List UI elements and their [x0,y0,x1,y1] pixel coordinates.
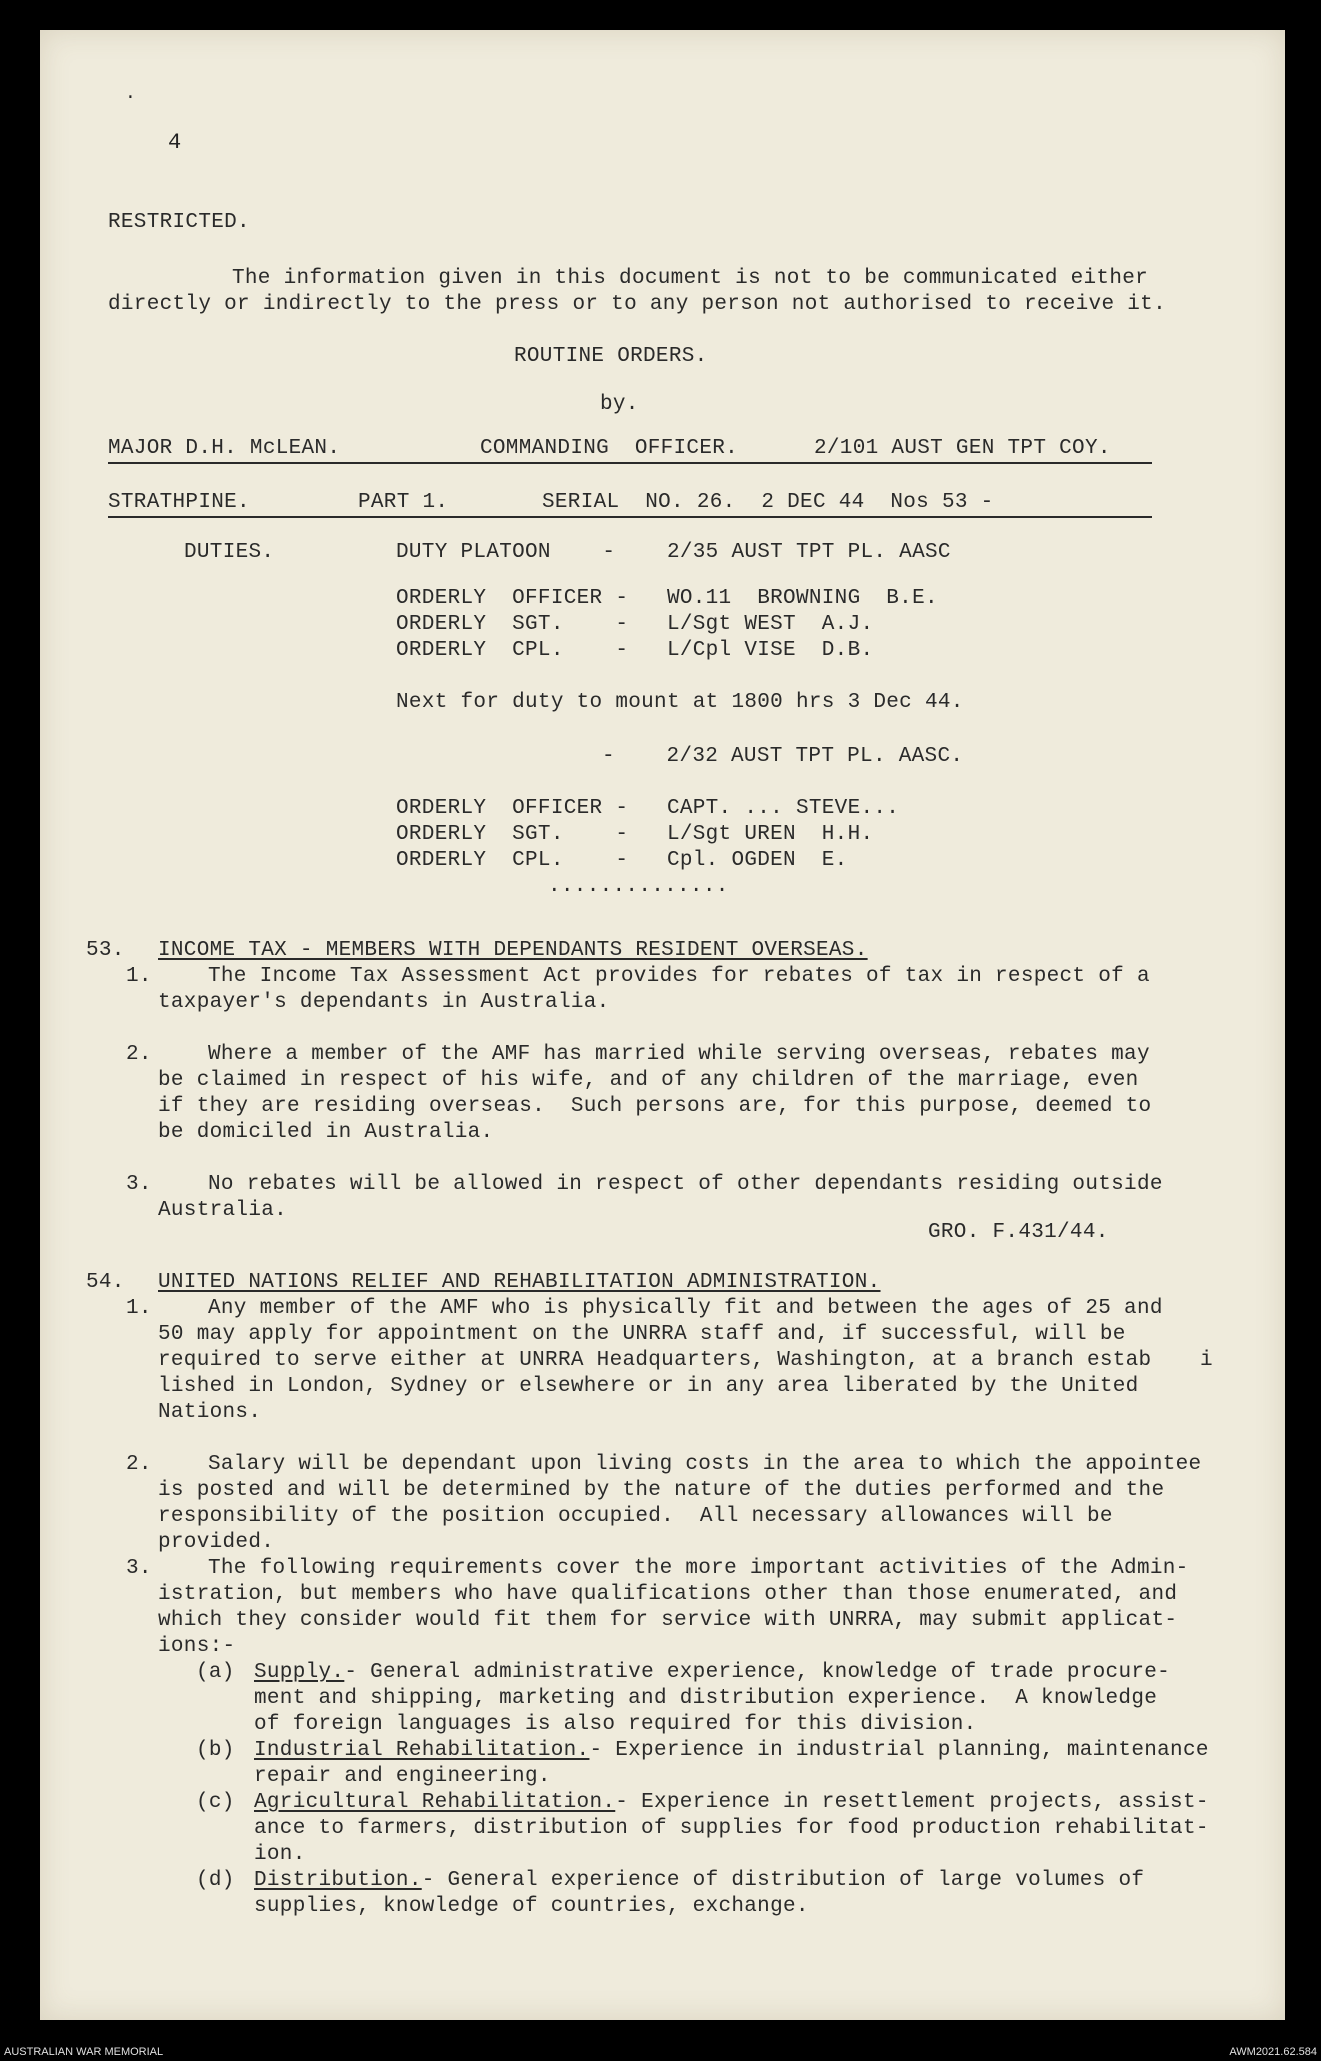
footer-credit: AUSTRALIAN WAR MEMORIAL [4,2046,164,2058]
para-number: 3. [126,1173,152,1196]
subitem-title: Agricultural Rehabilitation. [254,1791,616,1814]
para-line: Any member of the AMF who is physically fit and between the ages of 25 and [208,1297,1163,1320]
header-rule [108,516,1152,518]
notice-line: directly or indirectly to the press or to any person not authorised to receive it. [108,293,1166,316]
item-number: 54. [86,1271,125,1294]
para-number: 1. [126,965,152,988]
place-name: STRATHPINE. [108,491,250,514]
by-line: by. [600,393,639,416]
subitem-title: Industrial Rehabilitation. [254,1739,590,1762]
para-line: The Income Tax Assessment Act provides for rebates of tax in respect of a [208,965,1150,988]
subitem-text: - General administrative experience, knowledge of trade procure- [344,1661,1171,1684]
subitem-text: ion. [254,1843,306,1866]
para-line: istration, but members who have qualifications other than those enumerated, and [158,1583,1178,1606]
orderly-sgt: ORDERLY SGT. - L/Sgt WEST A.J. [396,613,874,636]
header-rule [108,462,1152,464]
margin-mark: i [1200,1349,1213,1372]
subitem-label: (b) [196,1739,235,1762]
subitem-label: (a) [196,1661,235,1684]
para-line: if they are residing overseas. Such persons are, for this purpose, deemed to [158,1095,1152,1118]
para-line: required to serve either at UNRRA Headquarters, Washington, at a branch estab [158,1349,1152,1372]
para-line: 50 may apply for appointment on the UNRRA staff and, if successful, will be [158,1323,1126,1346]
part-label: PART 1. [358,491,449,514]
para-line: be claimed in respect of his wife, and of any children of the marriage, even [158,1069,1139,1092]
para-line: Australia. [158,1199,288,1222]
subitem-text: of foreign languages is also required for this division. [254,1713,977,1736]
officer-role: COMMANDING OFFICER. [480,437,739,460]
para-number: 3. [126,1557,152,1580]
duties-label: DUTIES. [184,541,275,564]
orderly-officer: ORDERLY OFFICER - WO.11 BROWNING B.E. [396,587,938,610]
para-line: Where a member of the AMF has married while serving overseas, rebates may [208,1043,1150,1066]
orderly-cpl: ORDERLY CPL. - L/Cpl VISE D.B. [396,639,874,662]
para-number: 1. [126,1297,152,1320]
subitem-title: Distribution. [254,1869,422,1892]
para-line: be domiciled in Australia. [158,1121,494,1144]
subitem-text: - Experience in industrial planning, maintenance [589,1739,1209,1762]
subitem-text: - Experience in resettlement projects, assist- [615,1791,1209,1814]
next-orderly-sgt: ORDERLY SGT. - L/Sgt UREN H.H. [396,823,874,846]
para-line: No rebates will be allowed in respect of other dependants residing outside [208,1173,1163,1196]
officer-name: MAJOR D.H. McLEAN. [108,437,341,460]
document-title: ROUTINE ORDERS. [514,345,708,368]
restricted-label: RESTRICTED. [108,211,250,234]
subitem-text: - General experience of distribution of large volumes of [421,1869,1145,1892]
para-line: is posted and will be determined by the nature of the duties performed and the [158,1479,1165,1502]
subitem-text: supplies, knowledge of countries, exchange. [254,1895,809,1918]
pen-mark: · [125,88,136,108]
duty-platoon: DUTY PLATOON - 2/35 AUST TPT PL. AASC [396,541,951,564]
item-number: 53. [86,939,125,962]
pen-mark: 4 [168,130,182,155]
next-duty: Next for duty to mount at 1800 hrs 3 Dec 44. [396,691,964,714]
next-orderly-cpl: ORDERLY CPL. - Cpl. OGDEN E. [396,849,848,872]
serial-line: SERIAL NO. 26. 2 DEC 44 Nos 53 - [542,491,994,514]
para-line: taxpayer's dependants in Australia. [158,991,610,1014]
next-platoon: - 2/32 AUST TPT PL. AASC. [602,745,964,768]
next-orderly-officer: ORDERLY OFFICER - CAPT. ... STEVE... [396,797,900,820]
subitem-label: (c) [196,1791,235,1814]
para-number: 2. [126,1453,152,1476]
item-heading: UNITED NATIONS RELIEF AND REHABILITATION ADMINISTRATION. [158,1271,881,1294]
para-line: Salary will be dependant upon living costs in the area to which the appointee [208,1453,1202,1476]
reference-number: GRO. F.431/44. [928,1221,1109,1244]
subitem-text: repair and engineering. [254,1765,551,1788]
subitem-text: ment and shipping, marketing and distribution experience. A knowledge [254,1687,1158,1710]
footer-accession: AWM2021.62.584 [1229,2046,1317,2058]
document-page [40,30,1285,2020]
dotted-separator: .............. [548,875,729,898]
para-line: Nations. [158,1401,262,1424]
para-line: responsibility of the position occupied. All necessary allowances will be [158,1505,1113,1528]
subitem-text: ance to farmers, distribution of supplies for food production rehabilitat- [254,1817,1209,1840]
para-line: lished in London, Sydney or elsewhere or in any area liberated by the United [158,1375,1139,1398]
para-line: ions:- [158,1635,236,1658]
subitem-label: (d) [196,1869,235,1892]
notice-line: The information given in this document is not to be communicated either [232,267,1149,290]
para-number: 2. [126,1043,152,1066]
para-line: which they consider would fit them for service with UNRRA, may submit applicat- [158,1609,1178,1632]
unit-name: 2/101 AUST GEN TPT COY. [814,437,1111,460]
para-line: The following requirements cover the more important activities of the Admin- [208,1557,1189,1580]
subitem-title: Supply. [254,1661,345,1684]
item-heading: INCOME TAX - MEMBERS WITH DEPENDANTS RESIDENT OVERSEAS. [158,939,868,962]
para-line: provided. [158,1531,275,1554]
